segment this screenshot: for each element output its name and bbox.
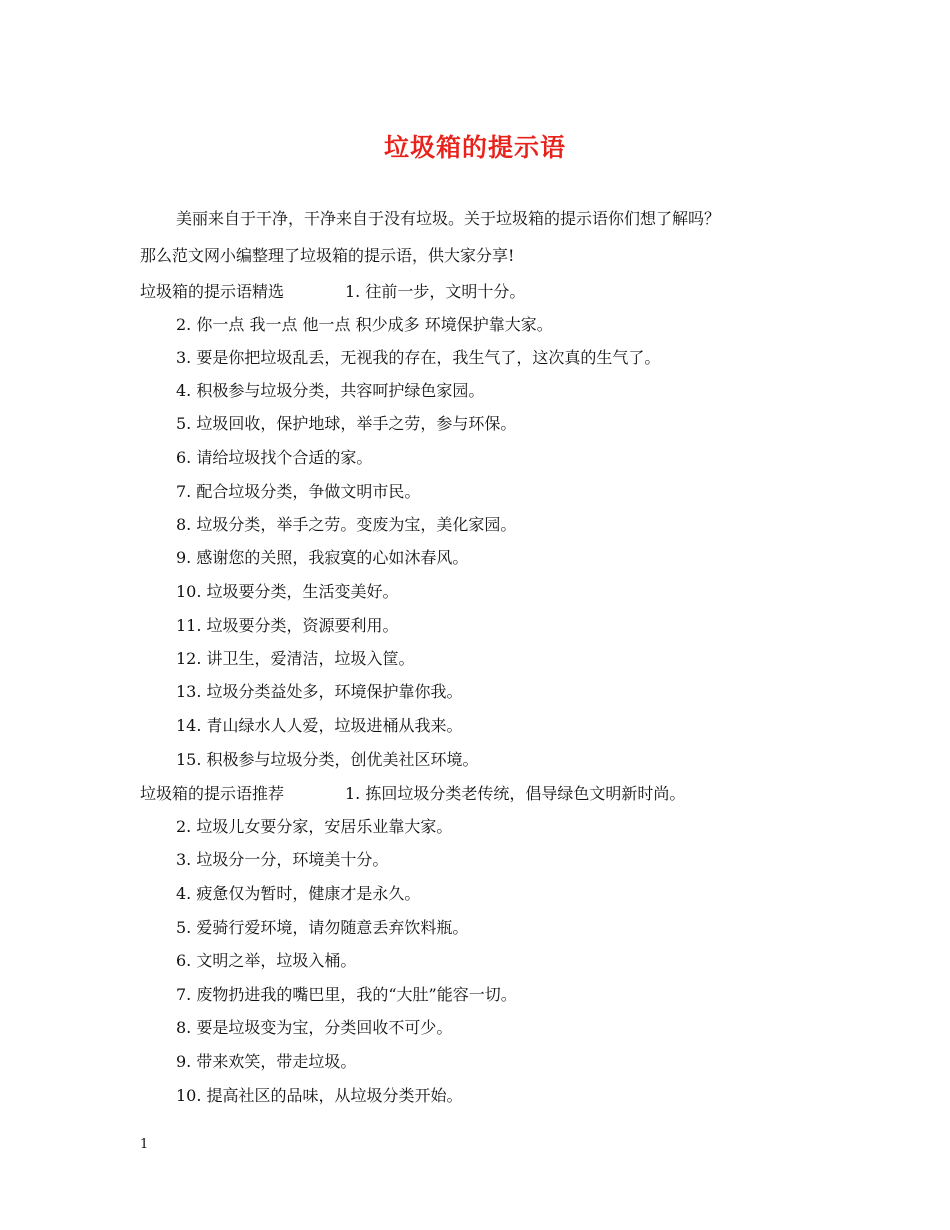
list-item: 14. 青山绿水人人爱，垃圾进桶从我来。 (176, 716, 463, 735)
list-item: 9. 感谢您的关照，我寂寞的心如沐春风。 (176, 548, 469, 567)
list-item: 5. 垃圾回收，保护地球，举手之劳，参与环保。 (176, 414, 517, 433)
intro-paragraph-line-2: 那么范文网小编整理了垃圾箱的提示语，供大家分享! (140, 246, 515, 265)
intro-paragraph-line-1: 美丽来自于干净，干净来自于没有垃圾。关于垃圾箱的提示语你们想了解吗？ (176, 209, 721, 228)
page-number: 1 (140, 1137, 149, 1152)
list-item: 13. 垃圾分类益处多，环境保护靠你我。 (176, 682, 463, 701)
list-item: 15. 积极参与垃圾分类，创优美社区环境。 (176, 750, 479, 769)
section-heading-row (140, 783, 685, 805)
list-item: 2. 垃圾儿女要分家，安居乐业靠大家。 (176, 817, 453, 836)
list-item: 8. 要是垃圾变为宝，分类回收不可少。 (176, 1018, 453, 1037)
list-item: 8. 垃圾分类，举手之劳。变废为宝，美化家园。 (176, 515, 517, 534)
list-item: 2. 你一点 我一点 他一点 积少成多 环境保护靠大家。 (176, 315, 553, 334)
list-item: 6. 请给垃圾找个合适的家。 (176, 448, 373, 467)
list-item: 1. 拣回垃圾分类老传统，倡导绿色文明新时尚。 (345, 784, 686, 803)
list-item: 12. 讲卫生，爱清洁，垃圾入筐。 (176, 649, 415, 668)
document-title: 垃圾箱的提示语 (383, 133, 566, 162)
list-item: 10. 提高社区的品味，从垃圾分类开始。 (176, 1086, 463, 1105)
list-item: 1. 往前一步，文明十分。 (345, 282, 526, 301)
list-item: 6. 文明之举，垃圾入桶。 (176, 951, 357, 970)
list-item: 7. 配合垃圾分类，争做文明市民。 (176, 482, 421, 501)
list-item: 3. 要是你把垃圾乱丢，无视我的存在，我生气了，这次真的生气了。 (176, 348, 661, 367)
section-heading-row (140, 281, 525, 303)
list-item: 10. 垃圾要分类，生活变美好。 (176, 582, 399, 601)
list-item: 3. 垃圾分一分，环境美十分。 (176, 850, 389, 869)
section-heading: 垃圾箱的提示语精选 (140, 282, 285, 301)
list-item: 4. 疲惫仅为暂时，健康才是永久。 (176, 884, 421, 903)
section-heading: 垃圾箱的提示语推荐 (140, 784, 285, 803)
list-item: 11. 垃圾要分类，资源要利用。 (176, 616, 399, 635)
list-item: 4. 积极参与垃圾分类，共容呵护绿色家园。 (176, 381, 485, 400)
list-item: 7. 废物扔进我的嘴巴里，我的“大肚”能容一切。 (176, 985, 517, 1004)
list-item: 5. 爱骑行爱环境，请勿随意丢弃饮料瓶。 (176, 918, 469, 937)
list-item: 9. 带来欢笑，带走垃圾。 (176, 1052, 357, 1071)
